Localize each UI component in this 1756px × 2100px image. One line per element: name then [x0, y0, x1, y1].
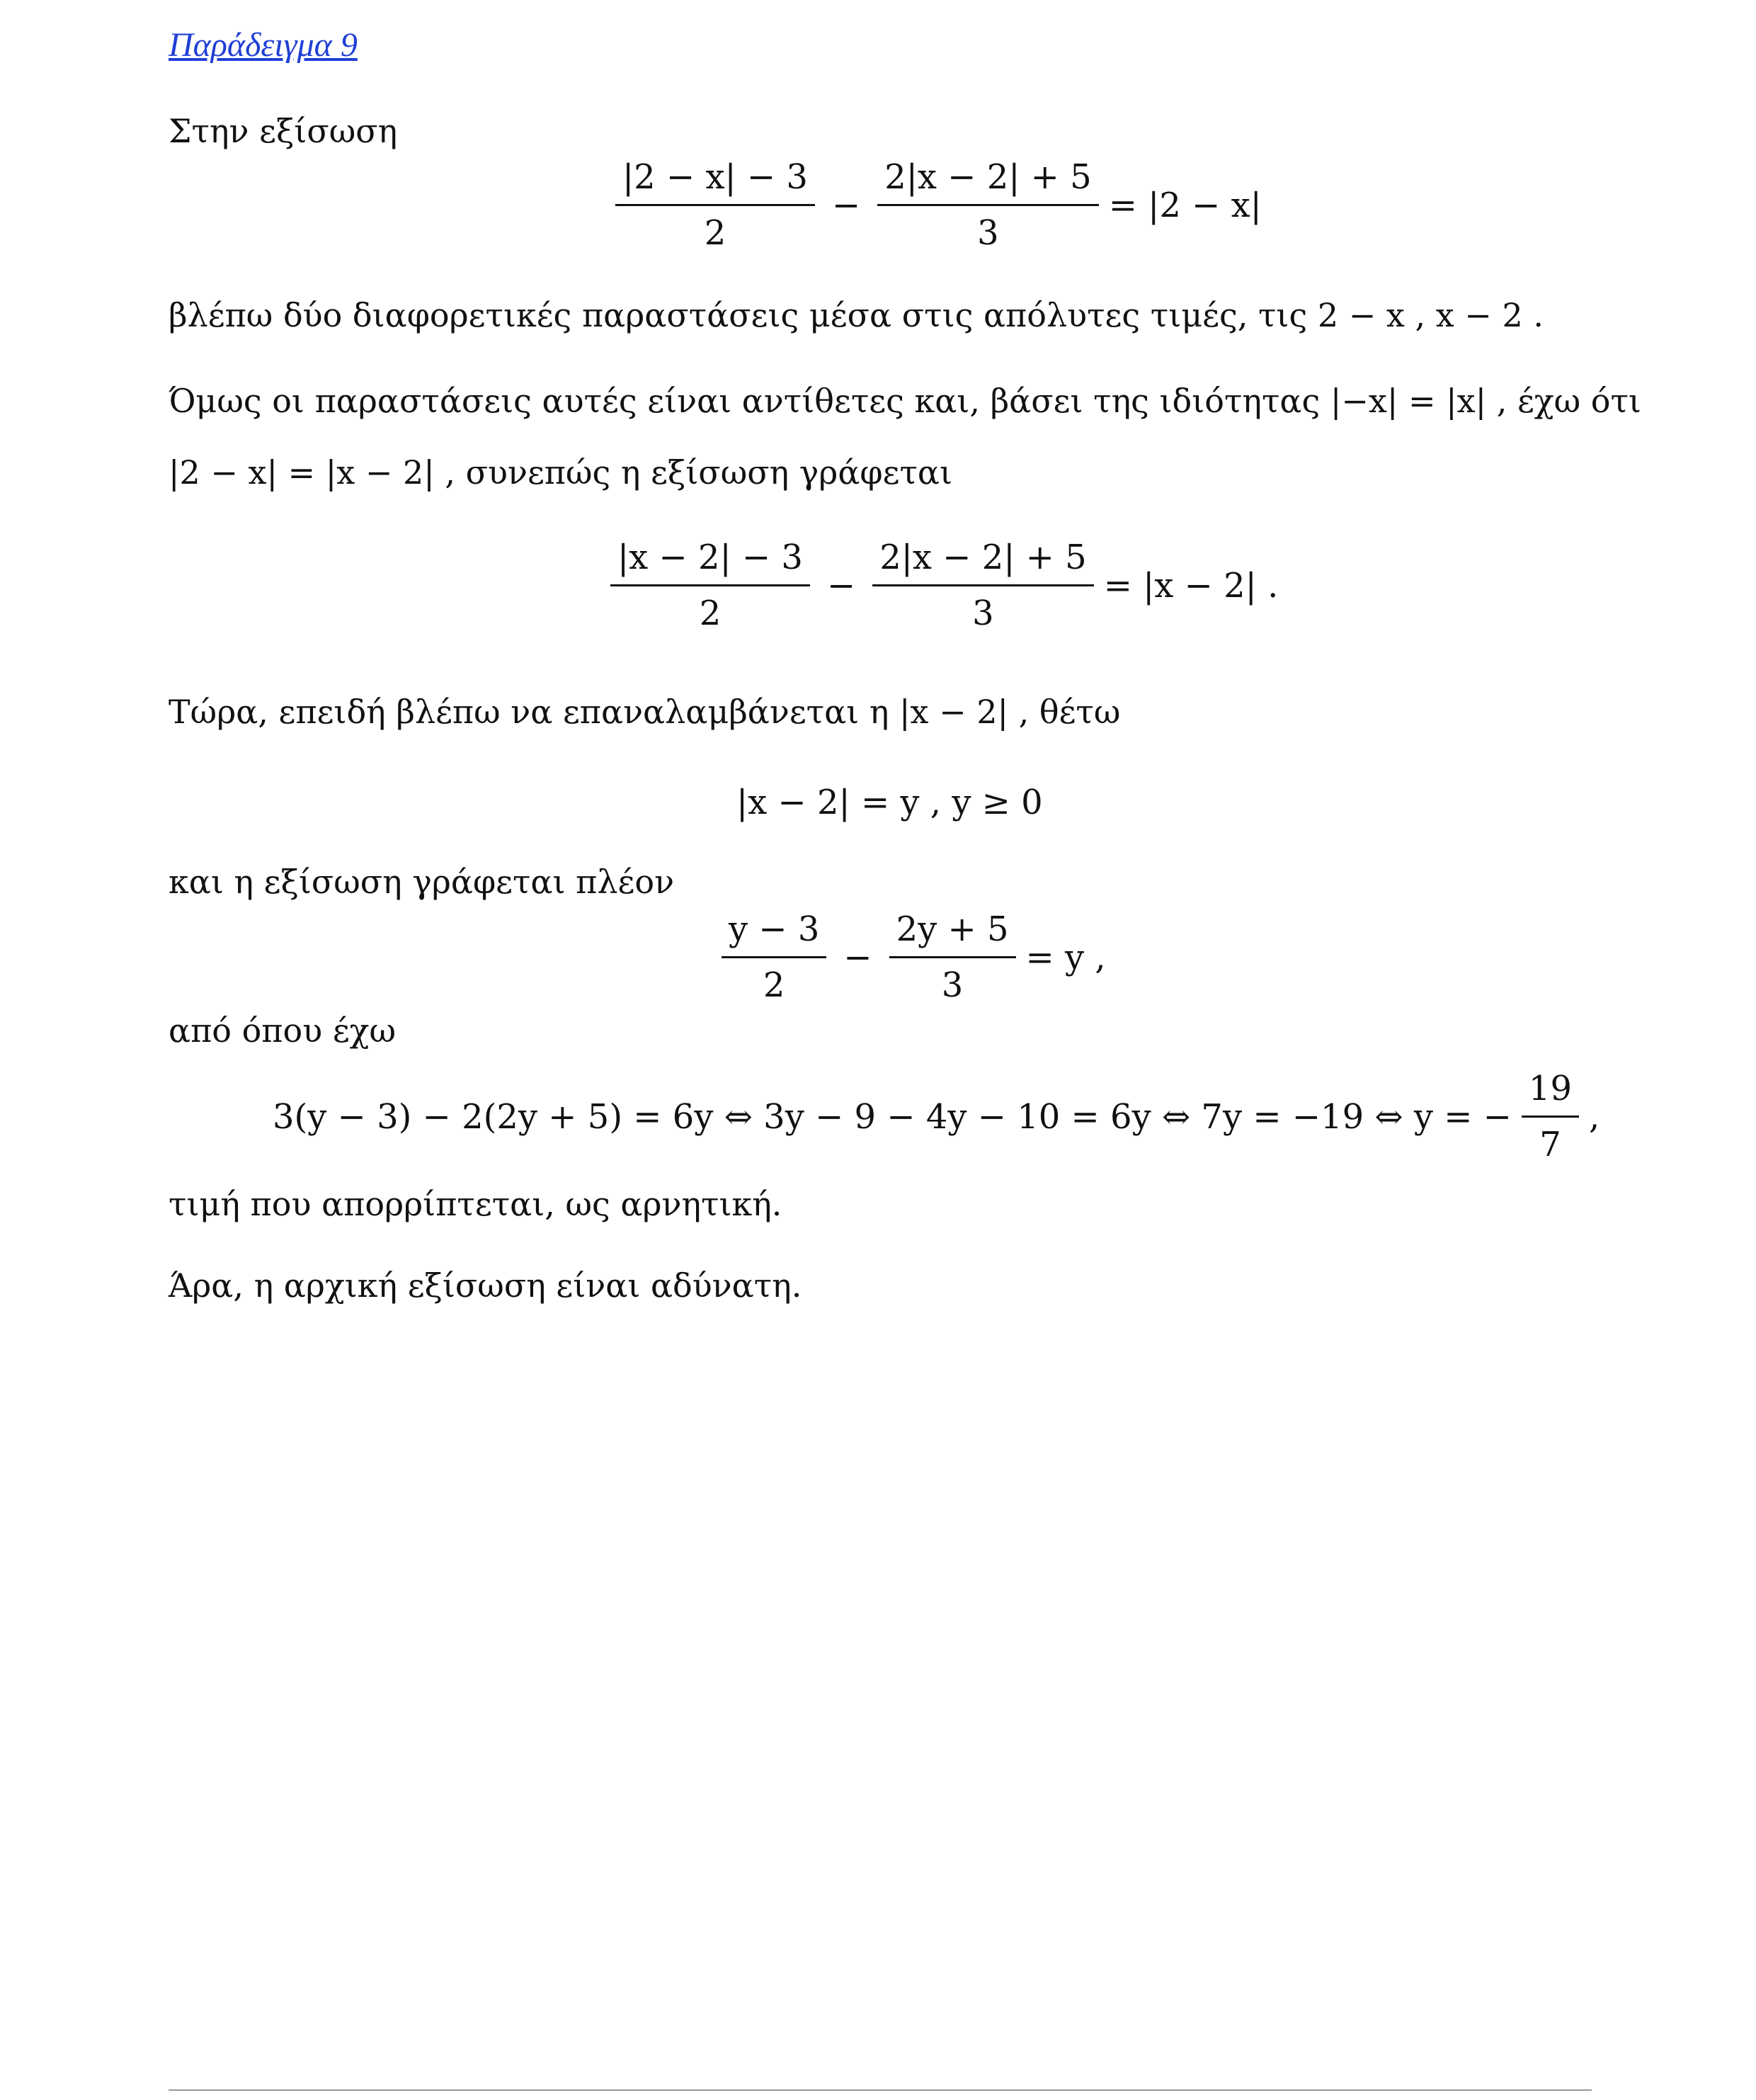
right-hand-side: = |x − 2| . [1103, 565, 1279, 606]
paragraph-two-expressions: βλέπω δύο διαφορετικές παραστάσεις μέσα στις απόλυτες τιμές, τις 2 − x , x − 2 . [169, 296, 1544, 334]
right-hand-side: = |2 − x| [1108, 185, 1262, 225]
numerator: 2y + 5 [889, 907, 1016, 958]
fraction-2 [872, 535, 1094, 636]
example-heading: Παράδειγμα 9 [169, 26, 358, 64]
equation-solution [273, 1066, 1600, 1167]
solution-steps: 3(y − 3) − 2(2y + 5) = 6y ⇔ 3y − 9 − 4y − 10 = 6y ⇔ 7y = −19 ⇔ y = − [273, 1096, 1512, 1137]
denominator: 2 [763, 965, 785, 1005]
denominator: 7 [1539, 1125, 1561, 1164]
minus-sign: − [831, 185, 861, 225]
numerator: |2 − x| − 3 [615, 154, 815, 206]
denominator: 2 [704, 213, 726, 253]
fraction-1 [722, 907, 826, 1008]
denominator: 3 [941, 965, 964, 1005]
equation-original [605, 154, 1262, 256]
fraction-2 [889, 907, 1016, 1008]
paragraph-from-which: από όπου έχω [169, 1011, 397, 1050]
fraction-2 [877, 154, 1099, 256]
numerator: 2|x − 2| + 5 [877, 154, 1099, 206]
fraction-1 [610, 535, 810, 636]
equation-rewritten [600, 535, 1278, 636]
denominator: 3 [972, 594, 994, 633]
paragraph-substitution: Τώρα, επειδή βλέπω να επαναλαμβάνεται η |x − 2| , θέτω [169, 693, 1121, 731]
trailing-comma: , [1589, 1096, 1600, 1137]
numerator: y − 3 [722, 907, 826, 958]
numerator: 19 [1522, 1066, 1579, 1118]
paragraph-opposite-expressions: Όμως οι παραστάσεις αυτές είναι αντίθετες και, βάσει της ιδιότητας |−x| = |x| , έχω ότι [169, 382, 1641, 420]
paragraph-rejected: τιμή που απορρίπτεται, ως αρνητική. [169, 1185, 782, 1223]
minus-sign: − [843, 937, 872, 977]
paragraph-rewrite: |2 − x| = |x − 2| , συνεπώς η εξίσωση γράφεται [169, 453, 952, 492]
fraction-result [1522, 1066, 1579, 1167]
right-hand-side: = y , [1025, 937, 1106, 977]
denominator: 2 [699, 594, 722, 633]
footer-divider [169, 2089, 1592, 2091]
paragraph-intro: Στην εξίσωση [169, 112, 398, 150]
fraction-1 [615, 154, 815, 256]
numerator: 2|x − 2| + 5 [872, 535, 1094, 586]
equation-in-y [712, 907, 1106, 1008]
denominator: 3 [977, 213, 999, 253]
numerator: |x − 2| − 3 [610, 535, 810, 586]
paragraph-new-form: και η εξίσωση γράφεται πλέον [169, 863, 675, 901]
equation-substitution: |x − 2| = y , y ≥ 0 [736, 783, 1043, 822]
minus-sign: − [826, 565, 856, 606]
paragraph-conclusion: Άρα, η αρχική εξίσωση είναι αδύνατη. [169, 1266, 802, 1305]
